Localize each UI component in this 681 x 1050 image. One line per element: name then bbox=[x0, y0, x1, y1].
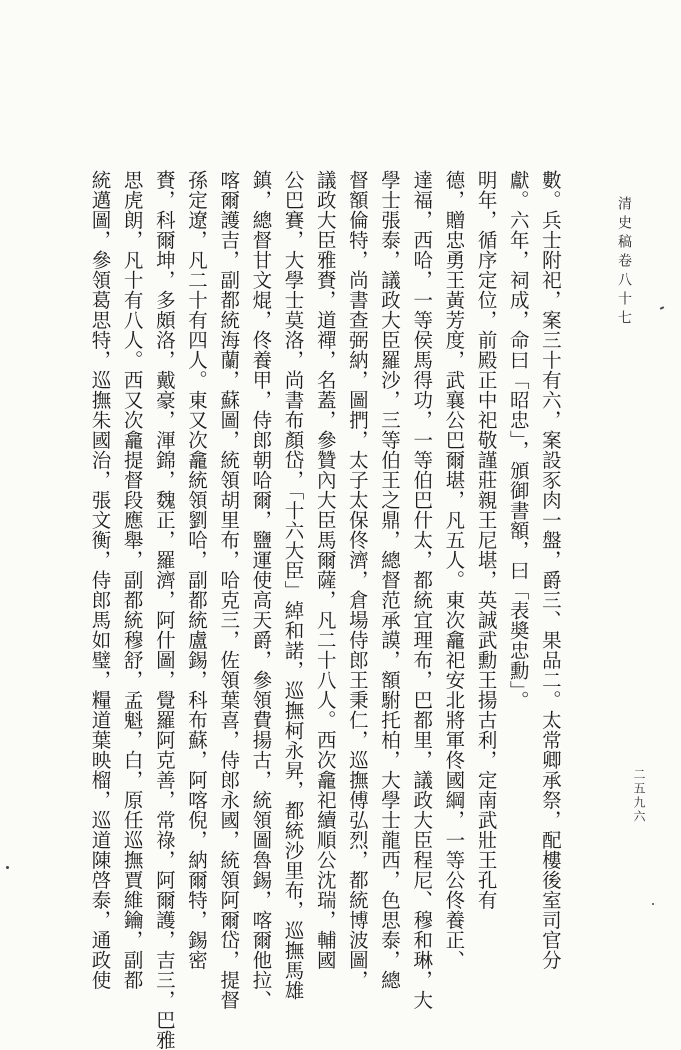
text-column-9: 公巴賽，大學士莫洛，尚書布顏岱，「十六大臣」綽和諾，巡撫柯永昇，都統沙里布，巡撫馬雄 bbox=[281, 170, 305, 1001]
text-column-11: 喀爾護吉，副都統海蘭，蘇圖，統領胡里布，哈克三，佐領葉喜，侍郎永國，統領阿爾岱，提督 bbox=[217, 170, 241, 1010]
text-column-1: 數。兵士附祀，案三十有六，案設豕肉一盤，爵三、果品二。太常卿承祭，配樓後室司官分 bbox=[538, 170, 562, 970]
text-column-12: 孫定遼，凡二十有四人。東又次龕統領劉哈，副都統盧錫，科布蘇，阿喀倪，納爾特，錫密 bbox=[185, 170, 209, 970]
scan-speck-top bbox=[660, 306, 664, 310]
text-column-10: 鎮，總督甘文焜，佟養甲，侍郎朝哈爾，鹽運使高天爵，參領費揚古，統領圖魯錫，喀爾他拉、 bbox=[249, 170, 273, 1010]
text-column-15: 統邁圖，參領葛思特，巡撫朱國治，張文衡，侍郎馬如璧，糧道葉映榴，巡道陳啓泰，通政使 bbox=[88, 170, 112, 990]
text-column-2: 獻。六年，祠成，命曰「昭忠」，頒御書額，曰「表奬忠勳」。 bbox=[506, 170, 530, 711]
text-column-4: 德，贈忠勇王黃芳度，武襄公巴爾堪，凡五人。東次龕祀安北將軍佟國綱，一等公佟養正、 bbox=[442, 170, 466, 970]
text-column-5: 達福，西哈，一等侯馬得功，一等伯巴什太，都統宜理布，巴都里，議政大臣程尼、穆和琳，大 bbox=[410, 170, 434, 1010]
scan-speck-left bbox=[6, 866, 9, 869]
text-column-14: 思虎朗，凡十有八人。西又次龕提督段應舉，副都統穆舒，孟魁，白，原任巡撫賈維鑰，副都 bbox=[120, 170, 144, 990]
running-header-title: 清史稿卷八十七 bbox=[616, 196, 632, 329]
text-column-13: 賚，科爾坤，多頗洛，戴豪，渾錦，魏正，羅濟，阿什圖，覺羅阿克善，常祿，阿爾護，吉三，巴雅 bbox=[152, 170, 176, 1050]
text-column-8: 議政大臣雅賚，道禪，名蓋，參贊內大臣馬爾薩，凡二十八人。西次龕祀續順公沈瑞，輔國 bbox=[313, 170, 337, 970]
text-column-6: 學士張泰，議政大臣羅沙，三等伯王之鼎，總督范承謨，額駙托柏，大學士龍西，色思泰，總 bbox=[378, 170, 402, 990]
text-column-7: 督額倫特，尚書查弼納，圖捫，太子太保佟濟，倉場侍郎王秉仁，巡撫傅弘烈，都統博波圖， bbox=[345, 170, 369, 990]
body-text bbox=[88, 170, 562, 1050]
scan-speck-right bbox=[652, 903, 654, 905]
text-column-3: 明年，循序定位，前殿正中祀敬謹莊親王尼堪，英誠武勳王揚古利，定南武壯王孔有 bbox=[474, 170, 498, 910]
page-number: 二五九六 bbox=[632, 768, 646, 824]
